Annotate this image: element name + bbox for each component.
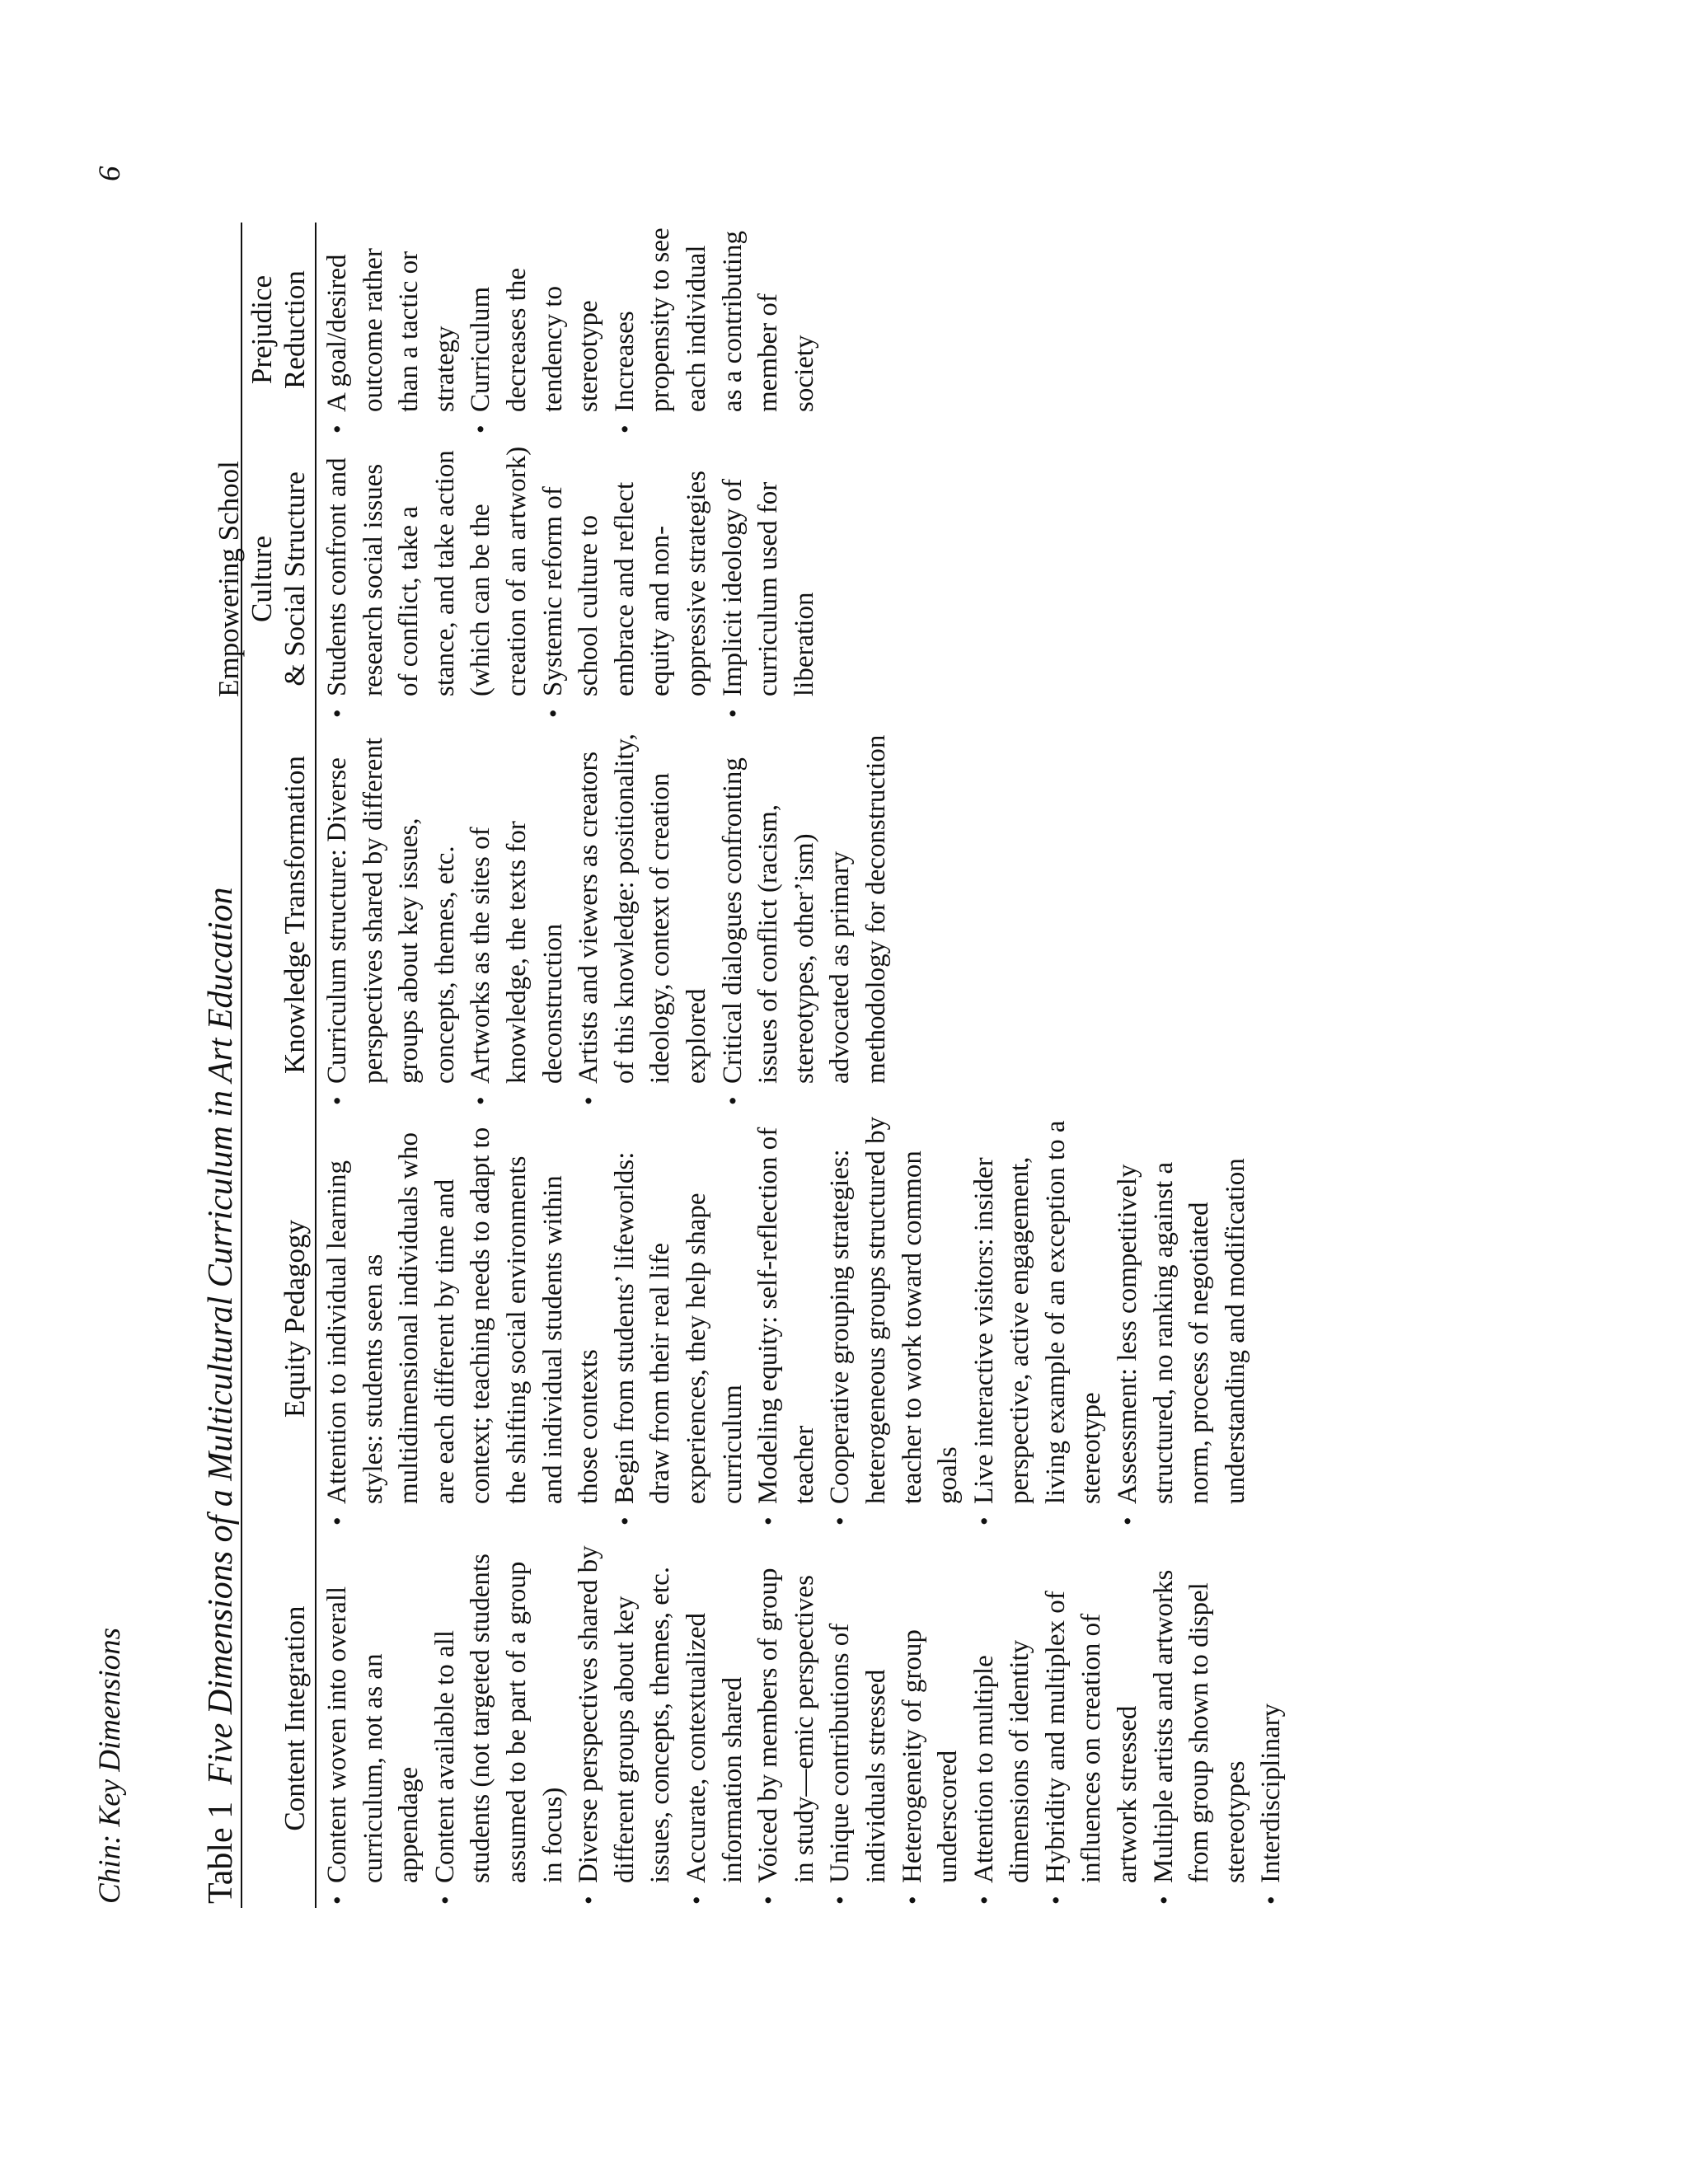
list-item: • Artists and viewers as creators of this knowledge: positionality, ideology, context of creation explored xyxy=(571,721,715,1108)
bullet-list xyxy=(320,437,823,721)
list-item: • Live interactive visitors: insider perspective, active engagement, living example of an exception to a stereotype xyxy=(967,1108,1110,1529)
list-item: • Content woven into overall curriculum, not as an appendage xyxy=(320,1529,428,1908)
list-item: • Multiple artists and artworks from group shown to dispel stereotypes xyxy=(1146,1529,1254,1908)
list-item: • Assessment: less competitively structured, no ranking against a norm, process of negotiated understanding and modification xyxy=(1110,1108,1254,1529)
column-content-integration xyxy=(320,1529,1290,1908)
list-item: • Attention to individual learning styles: students seen as multidimensional individuals who are each different by time and context; teaching needs to adapt to the shifting social environments and individual students within those contexts xyxy=(320,1108,607,1529)
list-item: • Interdisciplinary xyxy=(1254,1529,1290,1908)
header-prejudice-reduction: Prejudice Reduction xyxy=(246,270,311,389)
header-empowering-school-culture xyxy=(213,437,312,721)
list-item: • Attention to multiple dimensions of identity xyxy=(967,1529,1039,1908)
column-prejudice-reduction xyxy=(320,223,1290,437)
list-item: • Curriculum structure: Diverse perspectives shared by different groups about key issues, concepts, themes, etc. xyxy=(320,721,463,1108)
header-equity-pedagogy: Equity Pedagogy xyxy=(279,1219,311,1418)
list-item: • A goal/desired outcome rather than a tactic or strategy xyxy=(320,223,463,437)
column-empowering-school-culture xyxy=(320,437,1290,721)
list-item: • Content available to all students (not targeted students assumed to be part of a group in focus) xyxy=(428,1529,571,1908)
header-knowledge-transformation: Knowledge Transformation xyxy=(279,756,311,1074)
list-item: • Increases propensity to see each individual as a contributing member of society xyxy=(607,223,823,437)
bullet-list xyxy=(320,721,895,1108)
running-head: Chin: Key Dimensions xyxy=(93,1627,127,1904)
bullet-list xyxy=(320,223,823,437)
list-item: • Hybridity and multiplex of influences on creation of artwork stressed xyxy=(1039,1529,1146,1908)
list-item: • Curriculum decreases the tendency to stereotype xyxy=(463,223,607,437)
header-line-2: & Social Structure xyxy=(279,471,311,687)
table-title: Five Dimensions of a Multicultural Curriculum in Art Education xyxy=(202,887,240,1785)
list-item: • Modeling equity: self-reflection of teacher xyxy=(751,1108,823,1529)
list-item: • Artworks as the sites of knowledge, the texts for deconstruction xyxy=(463,721,571,1108)
list-item: • Students confront and research social issues of conflict, take a stance, and take action (which can be the creation of an artwork) xyxy=(320,437,536,721)
column-knowledge-transformation xyxy=(320,721,1290,1108)
list-item: • Critical dialogues confronting issues of conflict (racism, stereotypes, other’ism) advocated as primary methodology for deconstruction xyxy=(715,721,895,1108)
header-content-integration: Content Integration xyxy=(279,1605,311,1831)
bullet-list xyxy=(320,1529,1290,1908)
list-item: • Voiced by members of group in study—emic perspectives xyxy=(751,1529,823,1908)
bullet-list xyxy=(320,1108,1254,1529)
list-item: • Diverse perspectives shared by different groups about key issues, concepts, themes, etc. xyxy=(571,1529,679,1908)
page-number: 6 xyxy=(93,166,127,181)
list-item: • Unique contributions of individuals stressed xyxy=(823,1529,894,1908)
column-equity-pedagogy xyxy=(320,1108,1290,1529)
list-item: • Accurate, contextualized information shared xyxy=(679,1529,751,1908)
list-item: • Cooperative grouping strategies: heterogeneous groups structured by teacher to work toward common goals xyxy=(823,1108,966,1529)
list-item: • Implicit ideology of curriculum used for liberation xyxy=(715,437,823,721)
list-item: • Heterogeneity of group underscored xyxy=(895,1529,967,1908)
table-caption xyxy=(201,887,241,1904)
table-body-row xyxy=(316,223,1290,1908)
list-item: • Begin from students’ lifeworlds: draw from their real life experiences, they help shape curriculum xyxy=(607,1108,751,1529)
header-line-1: Empowering School Culture xyxy=(213,461,278,697)
list-item: • Systemic reform of school culture to embrace and reflect equity and non-oppressive strategies xyxy=(536,437,715,721)
table-label: Table 1 xyxy=(202,1801,240,1904)
